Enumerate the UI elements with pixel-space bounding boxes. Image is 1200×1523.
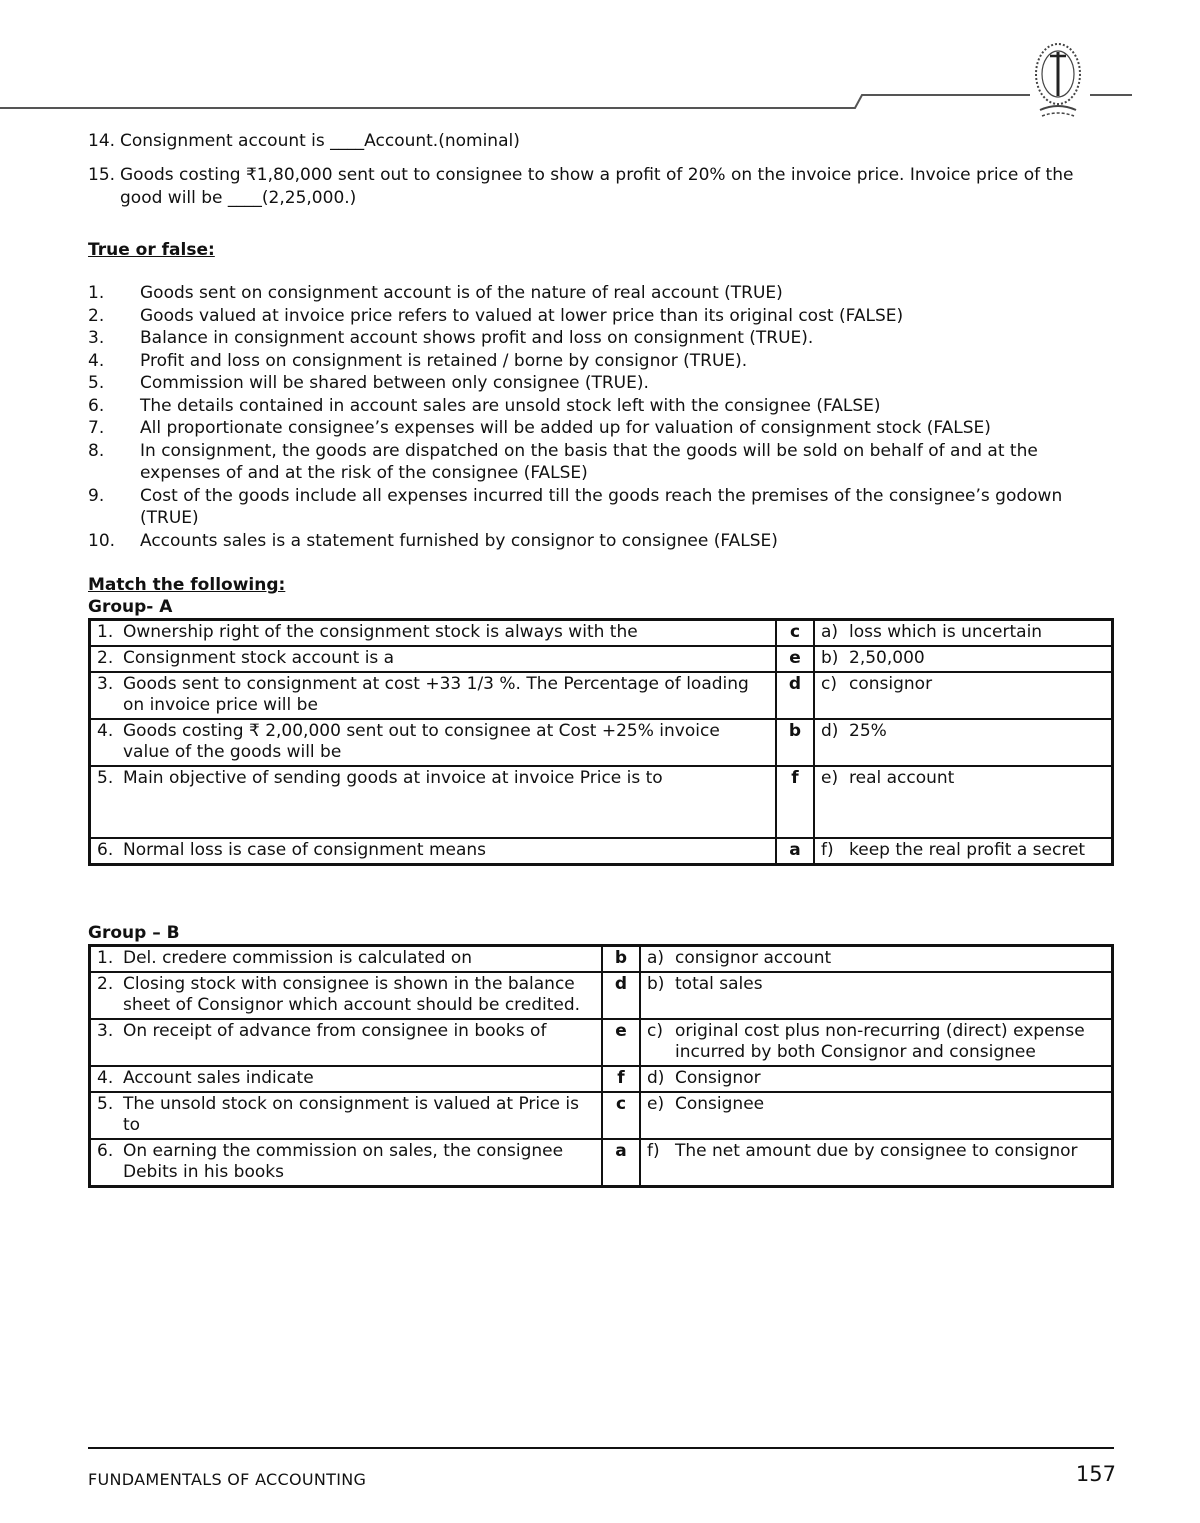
table-row — [90, 719, 1112, 766]
question-number: 3. — [97, 1021, 114, 1041]
question-number: 6. — [97, 840, 114, 860]
item-text: Accounts sales is a statement furnished by consignor to consignee (FALSE) — [140, 530, 778, 551]
item-number: 1. — [88, 283, 105, 303]
answer-cell: b — [776, 719, 814, 766]
question-text: On receipt of advance from consignee in books of — [123, 1021, 547, 1041]
table-row — [90, 646, 1112, 672]
option-cell — [814, 620, 1112, 646]
option-cell — [814, 766, 1112, 838]
true-false-heading: True or false: — [88, 240, 215, 260]
item-text: Balance in consignment account shows profit and loss on consignment (TRUE). — [140, 328, 814, 348]
page-number: 157 — [1075, 1462, 1116, 1486]
question-cell — [90, 946, 602, 972]
page-content — [88, 130, 1114, 1188]
item-text: Goods sent on consignment account is of the nature of real account (TRUE) — [140, 283, 783, 303]
item-number: 3. — [88, 328, 105, 348]
list-item — [88, 530, 1114, 553]
list-item — [88, 350, 1114, 373]
question-text: Normal loss is case of consignment means — [123, 840, 487, 860]
question-cell — [90, 1092, 602, 1139]
option-letter: d) — [821, 721, 839, 741]
answer-cell: d — [602, 972, 640, 1019]
question-number: 2. — [97, 974, 114, 994]
table-row — [90, 972, 1112, 1019]
item-number: 14. — [88, 131, 116, 151]
question-cell — [90, 620, 776, 646]
item-text: Profit and loss on consignment is retained / borne by consignor (TRUE). — [140, 350, 748, 371]
question-number: 5. — [97, 1094, 114, 1114]
answer-cell: f — [602, 1066, 640, 1092]
item-number: 7. — [88, 418, 105, 438]
question-cell — [90, 1139, 602, 1186]
group-a-table — [88, 618, 1114, 866]
answer-cell: a — [776, 838, 814, 864]
question-number: 2. — [97, 648, 114, 668]
emblem-logo-icon — [1030, 38, 1086, 120]
option-cell — [814, 838, 1112, 864]
list-item — [88, 417, 1114, 440]
list-item — [88, 395, 1114, 418]
list-item — [88, 372, 1114, 395]
option-text: consignor — [849, 674, 933, 694]
option-letter: a) — [647, 948, 665, 968]
question-text: Ownership right of the consignment stock is always with the — [123, 622, 638, 642]
table-row — [90, 1066, 1112, 1092]
fill-blanks-section — [88, 130, 1114, 210]
option-text: The net amount due by consignee to consignor — [675, 1141, 1078, 1161]
item-number: 6. — [88, 395, 105, 416]
answer-cell: c — [602, 1092, 640, 1139]
option-cell — [814, 719, 1112, 766]
option-text: consignor account — [675, 948, 832, 968]
answer-cell: a — [602, 1139, 640, 1186]
question-number: 1. — [97, 622, 114, 642]
list-item — [88, 485, 1114, 530]
list-item — [88, 282, 1114, 305]
footer-title: FUNDAMENTALS OF ACCOUNTING — [88, 1470, 367, 1489]
option-letter: c) — [821, 674, 837, 694]
question-cell — [90, 972, 602, 1019]
item-text: Goods valued at invoice price refers to valued at lower price than its original cost (FALSE) — [140, 305, 904, 326]
option-cell — [640, 1092, 1112, 1139]
table-row — [90, 620, 1112, 646]
table-row — [90, 766, 1112, 838]
option-text: 2,50,000 — [849, 648, 925, 668]
question-text: Main objective of sending goods at invoice at invoice Price is to — [123, 768, 663, 788]
list-item — [88, 305, 1114, 328]
option-cell — [640, 1066, 1112, 1092]
list-item — [88, 440, 1114, 485]
question-number: 4. — [97, 1068, 114, 1088]
list-item — [88, 327, 1114, 350]
option-text: keep the real profit a secret — [849, 840, 1086, 860]
question-cell — [90, 646, 776, 672]
question-text: Goods sent to consignment at cost +33 1/3 %. The Percentage of loading on invoice price will be — [123, 674, 749, 715]
table-row — [90, 672, 1112, 719]
option-letter: f) — [647, 1141, 660, 1161]
option-letter: d) — [647, 1068, 665, 1088]
group-b-table — [88, 944, 1114, 1188]
item-text: The details contained in account sales are unsold stock left with the consignee (FALSE) — [140, 395, 881, 416]
question-text: On earning the commission on sales, the consignee Debits in his books — [123, 1141, 564, 1182]
table-row — [90, 1019, 1112, 1066]
option-text: real account — [849, 768, 955, 788]
option-letter: a) — [821, 622, 839, 642]
answer-cell: c — [776, 620, 814, 646]
question-number: 1. — [97, 948, 114, 968]
answer-cell: d — [776, 672, 814, 719]
question-number: 3. — [97, 674, 114, 694]
group-b-label: Group – B — [88, 923, 180, 943]
item-text: In consignment, the goods are dispatched on the basis that the goods will be sold on behalf of and at the expenses of and at the risk of the consignee (FALSE) — [140, 440, 1038, 483]
item-text: Goods costing ₹1,80,000 sent out to consignee to show a profit of 20% on the invoice price. Invoice price of the good will be ____(2,25,000.) — [120, 165, 1074, 208]
item-number: 5. — [88, 373, 105, 393]
question-text: Del. credere commission is calculated on — [123, 948, 473, 968]
item-text: Consignment account is ____Account.(nominal) — [120, 131, 520, 151]
question-cell — [90, 719, 776, 766]
option-cell — [640, 1019, 1112, 1066]
item-text: Cost of the goods include all expenses incurred till the goods reach the premises of the consignee’s godown (TRUE) — [140, 485, 1063, 528]
option-letter: c) — [647, 1021, 663, 1041]
option-letter: b) — [821, 648, 839, 668]
table-row — [90, 1092, 1112, 1139]
item-number: 10. — [88, 530, 116, 551]
option-cell — [640, 1139, 1112, 1186]
question-text: The unsold stock on consignment is valued at Price is to — [123, 1094, 579, 1135]
option-letter: e) — [821, 768, 839, 788]
item-number: 9. — [88, 485, 105, 506]
fill-item-14 — [88, 130, 1114, 153]
question-text: Closing stock with consignee is shown in the balance sheet of Consignor which account should be credited. — [123, 974, 581, 1015]
option-letter: b) — [647, 974, 665, 994]
question-text: Goods costing ₹ 2,00,000 sent out to consignee at Cost +25% invoice value of the goods will be — [123, 721, 720, 762]
fill-item-15 — [88, 164, 1114, 210]
option-letter: e) — [647, 1094, 665, 1114]
table-row — [90, 838, 1112, 864]
answer-cell: f — [776, 766, 814, 838]
question-number: 4. — [97, 721, 114, 741]
question-cell — [90, 672, 776, 719]
item-number: 8. — [88, 440, 105, 461]
answer-cell: b — [602, 946, 640, 972]
table-row — [90, 946, 1112, 972]
question-number: 5. — [97, 768, 114, 788]
item-number: 4. — [88, 350, 105, 371]
item-number: 2. — [88, 305, 105, 326]
question-number: 6. — [97, 1141, 114, 1161]
question-cell — [90, 838, 776, 864]
question-text: Consignment stock account is a — [123, 648, 395, 668]
answer-cell: e — [602, 1019, 640, 1066]
answer-cell: e — [776, 646, 814, 672]
match-heading: Match the following: — [88, 575, 286, 595]
option-cell — [640, 972, 1112, 1019]
option-text: 25% — [849, 721, 887, 741]
item-number: 15. — [88, 165, 116, 185]
group-a-label: Group- A — [88, 597, 173, 617]
item-text: Commission will be shared between only consignee (TRUE). — [140, 373, 649, 393]
option-cell — [814, 672, 1112, 719]
option-text: Consignee — [675, 1094, 765, 1114]
question-cell — [90, 1019, 602, 1066]
table-row — [90, 1139, 1112, 1186]
option-text: original cost plus non-recurring (direct) expense incurred by both Consignor and consignee — [675, 1021, 1085, 1062]
option-text: total sales — [675, 974, 763, 994]
option-text: loss which is uncertain — [849, 622, 1043, 642]
footer-rule — [88, 1447, 1114, 1449]
item-text: All proportionate consignee’s expenses will be added up for valuation of consignment stock (FALSE) — [140, 418, 991, 438]
option-cell — [814, 646, 1112, 672]
option-text: Consignor — [675, 1068, 761, 1088]
option-letter: f) — [821, 840, 834, 860]
option-cell — [640, 946, 1112, 972]
header-rule — [0, 0, 1200, 130]
true-false-list — [88, 282, 1114, 552]
question-cell — [90, 766, 776, 838]
question-cell — [90, 1066, 602, 1092]
question-text: Account sales indicate — [123, 1068, 314, 1088]
